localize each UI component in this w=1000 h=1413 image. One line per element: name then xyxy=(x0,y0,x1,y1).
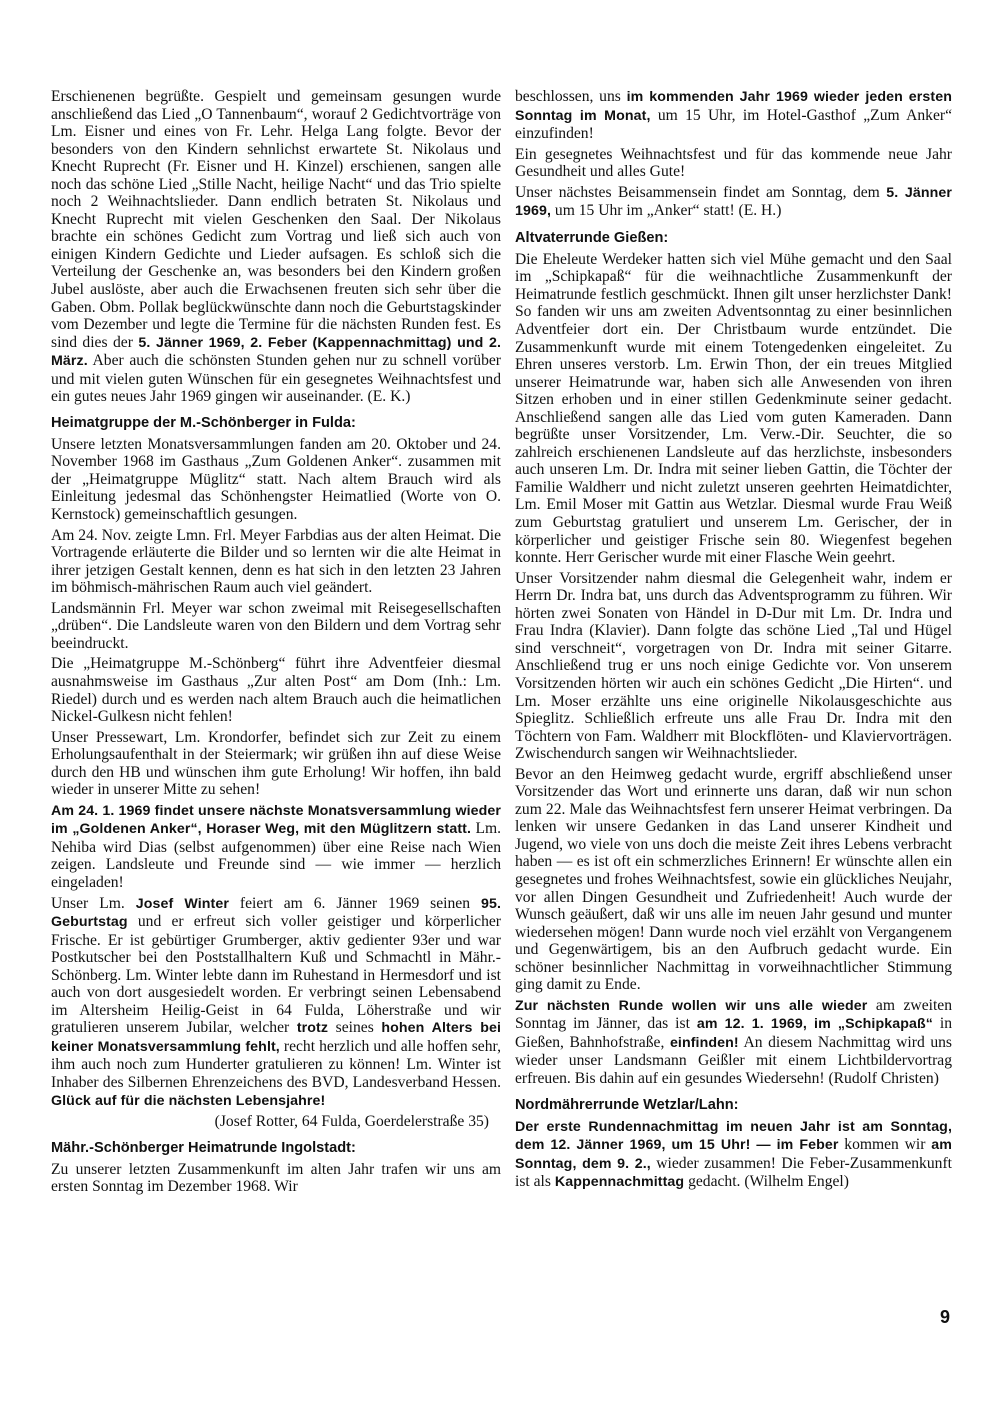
fulda-paragraph-5: Unser Pressewart, Lm. Krondorfer, befindet sich zur Zeit zu einem Erholungsaufenthalt in der Steiermark; wir grüßen ihn auf diese Weise durch den HB und wünschen ihm gute Erholung! Wir hoffen, ihn bald wieder in unserer Mitte zu sehen! xyxy=(51,728,501,799)
section-heading-ingolstadt: Mähr.-Schönberger Heimatrunde Ingolstadt: xyxy=(51,1139,356,1156)
ingolstadt-paragraph: Zu unserer letzten Zusammenkunft im alten Jahr trafen wir uns am ersten Sonntag im Dezember 1968. Wir xyxy=(51,1160,501,1196)
wetzlar-paragraph: Der erste Rundennachmittag im neuen Jahr ist am Sonntag, dem 12. Jänner 1969, um 15 Uhr! — im Feber kommen wir am Sonntag, dem 9. 2., wieder zusammen! Die Feber-Zusammenkunft ist als Kappennachmittag gedacht. (Wilhelm Engel) xyxy=(515,1118,952,1191)
fulda-paragraph-1: Unsere letzten Monatsversammlungen fanden am 20. Oktober und 24. November 1968 im Gasthaus „Zum Goldenen Anker“. zusammen mit der „Heimatgruppe Müglitz“ statt. Nach altem Brauch wird als Einleitung jedesmal das Schönhengster Heimatlied (Worte von O. Kernstock) gemeinschaftlich gesungen. xyxy=(51,435,501,524)
left-column xyxy=(51,88,501,1199)
fulda-paragraph-2: Am 24. Nov. zeigte Lmn. Frl. Meyer Farbdias aus der alten Heimat. Die Vortragende erläuterte die Bilder und so lernten wir die alte Heimat in ihrer jetzigen Gestalt kennen, denn es hat sich in den letzten 23 Jahren im böhmisch-mährischen Raum auch viel geändert. xyxy=(51,526,501,597)
right-column xyxy=(515,88,952,1195)
ingolstadt-continuation: beschlossen, uns im kommenden Jahr 1969 wieder jeden ersten Sonntag im Monat, um 15 Uhr, im Hotel-Gasthof „Zum Anker“ einzufinden! xyxy=(515,88,953,143)
giessen-paragraph-3: Bevor an den Heimweg gedacht wurde, ergriff abschließend unser Vorsitzender das Wort und erinnerte uns daran, daß wir nun schon zum 22. Male das Weihnachtsfest fern unserer Heimat verbringen. Da lenken wir unsere Gedanken in das Land unserer Kindheit und Jugend, wo viele von uns doch die meiste Zeit ihres Lebens verbracht haben — es ist oft ein schmerzliches Erinnern! Er wünschte allen ein gesegnetes und frohes Weihnachtsfest, sowie ein glückliches Neujahr, vor allen Dingen Gesundheit und Zufriedenheit! Auch wurde der Wunsch geäußert, daß wir uns alle im neuen Jahr gesund und munter wiedersehen mögen! Dann wurde noch viel erzählt von Vergangenem und Gegenwärtigem, bis an den Aufbruch gedacht wurde. Ein schöner besinnlicher Nachmittag in vorweihnachtlicher Stimmung ging damit zu Ende. xyxy=(515,765,952,994)
section-heading-fulda: Heimatgruppe der M.-Schönberger in Fulda: xyxy=(51,414,356,431)
fulda-signature: (Josef Rotter, 64 Fulda, Goerdelerstraße 35) xyxy=(214,1113,489,1131)
fulda-paragraph-3: Landsmännin Frl. Meyer war schon zweimal mit Reisegesellschaften „drüben“. Die Landsleute waren von den Bildern und dem Vortrag sehr beeindruckt. xyxy=(51,599,501,652)
fulda-paragraph-6: Am 24. 1. 1969 findet unsere nächste Monatsversammlung wieder im „Goldenen Anker“, Horaser Weg, mit den Müglitzern statt. Lm. Nehiba wird Dias (selbst aufgenommen) über eine Reise nach Wien zeigen. Landsleute und Freunde sind — wie immer — herzlich eingeladen! xyxy=(51,802,501,891)
ingolstadt-wishes: Ein gesegnetes Weihnachtsfest und für das kommende neue Jahr Gesundheit und alles Gute! xyxy=(515,145,952,181)
fulda-paragraph-4: Die „Heimatgruppe M.-Schönberg“ führt ihre Adventfeier diesmal ausnahmsweise im Gasthaus „Zur alten Post“ am Dom (Inh.: Lm. Riedel) durch und es werden nach altem Brauch auch die heimatlichen Nickel-Gulkesn nicht fehlen! xyxy=(51,655,501,726)
section-heading-giessen: Altvaterrunde Gießen: xyxy=(515,229,669,246)
ingolstadt-next-meeting: Unser nächstes Beisammensein findet am Sonntag, dem 5. Jänner 1969, um 15 Uhr im „Anker“ statt! (E. H.) xyxy=(515,183,952,220)
giessen-paragraph-4: Zur nächsten Runde wollen wir uns alle wieder am zweiten Sonntag im Jänner, das ist am 12. 1. 1969, im „Schipkapaß“ in Gießen, Bahnhofstraße, einfinden! An diesem Nachmittag wird uns wieder unser Landsmann Geißler mit einem Lichtbildervortrag erfreuen. Bis dahin auf ein gesundes Wiedersehn! (Rudolf Christen) xyxy=(515,996,953,1087)
giessen-paragraph-2: Unser Vorsitzender nahm diesmal die Gelegenheit wahr, indem er Herrn Dr. Indra bat, uns durch das Adventsprogramm zu führen. Wir hörten zwei Sonaten von Händel in D-Dur mit Lm. Dr. Indra und Frau Indra (Klavier). Dann folgte das schöne Lied „Tal und Hügel sind verschneit“, vorgetragen von Dr. Indra mit seiner Gitarre. Anschließend trug er uns noch einige Gedichte vor. Von unserem Vorsitzenden hörten wir auch ein schönes Gedicht „Die Hirten“. und Lm. Moser erzählte uns eine originelle Nikolausgeschichte aus Spieglitz. Schließlich erfreute uns alle Frau Dr. Indra mit den Töchtern von Fam. Waldherr mit Blockflöten- und Klaviervorträgen. Zwischendurch sangen wir Weihnachtslieder. xyxy=(515,569,952,763)
page-number: 9 xyxy=(940,1307,951,1327)
giessen-paragraph-1: Die Eheleute Werdeker hatten sich viel Mühe gemacht und den Saal im „Schipkapaß“ für die weihnachtliche Zusammenkunft der Heimatrunde festlich geschmückt. Ihnen gilt unser herzlichster Dank! So fanden wir uns am zweiten Adventsonntag zu einer besinnlichen Adventfeier dort ein. Der Christbaum wurde entzündet. Die Zusammenkunft wurde mit einem Totengedenken eingeleitet. Zu Ehren unseres verstorb. Lm. Erwin Thon, der ein treues Mitglied unserer Heimatrunde war, haben sich alle Anwesenden von ihren Sitzen erhoben und in einer stillen Gedenkminute seiner gedacht. Anschließend sangen alle das Lied vom guten Kameraden. Dann begrüßte unser Vorsitzender, Lm. Verw.-Dir. Seuchter, die so zahlreich erschienenen Landsleute auf das herzlichste, insbesonders auch unseren Lm. Dr. Indra mit seiner lieben Gattin, die Töchter der Familie Waldherr und nicht zuletzt unseren geehrten Heimatdichter, Lm. Emil Moser mit Gattin aus Wetzlar. Diesmal wurde Frau Weiß zum Geburtstag gratuliert und unserem Lm. Gerischer, der in körperlicher und geistiger Frische sein 80. Wiegenfest begehen konnte. Herr Gerischer wurde mit einer Flasche Wein geehrt. xyxy=(515,250,952,567)
intro-paragraph: Erschienenen begrüßte. Gespielt und gemeinsam gesungen wurde anschließend das Lied „O Tannenbaum“, worauf 2 Gedichtvorträge von Lm. Eisner und eines von Fr. Lehr. Helga Lang folgte. Bevor der besonders von den Kindern sehnlichst erwartete St. Nikolaus und Knecht Ruprecht (Fr. Eisner und H. Kinzel) erschienen, sangen alle noch das schöne Lied „Stille Nacht, heilige Nacht“ und das Trio spielte noch 2 Weihnachtslieder. Dann endlich betraten St. Nikolaus und Knecht Ruprecht mit vielen Geschenken den Saal. Der Nikolaus brachte ein schönes Gedicht zum Vortrag und ließ sich auch von einigen Kindern Gedichte und Lieder aufsagen. Es schloß sich die Verteilung der Geschenke an, was besonders bei den Kindern großen Jubel auslöste, aber auch die Erwachsenen freuten sich sehr über die Gaben. Obm. Pollak beglückwünschte dann noch die Geburtstagskinder vom Dezember und legte die Termine für die nächsten Runden fest. Es sind dies der 5. Jänner 1969, 2. Feber (Kappennachmittag) und 2. März. Aber auch die schönsten Stunden gehen nur zu schnell vorüber und mit vielen guten Wünschen für ein gesegnetes Weihnachtsfest und ein gutes neues Jahr 1969 gingen wir auseinander. (E. K.) xyxy=(51,88,501,406)
fulda-paragraph-7: Unser Lm. Josef Winter feiert am 6. Jänner 1969 seinen 95. Geburtstag und er erfreut sich voller geistiger und körperlicher Frische. Er ist gebürtiger Grumberger, aktiv gedienter 93er und war Postkutscher bei den Poststallhaltern Kuß und Schmachtl in Mähr.-Schönberg. Lm. Winter lebte dann im Ruhestand in Hermesdorf und ist auch von dort ausgesiedelt worden. Er verbringt seinen Lebensabend im Altersheim Heilig-Geist in 64 Fulda, Löherstraße und wir gratulieren unserem Jubilar, welcher trotz seines hohen Alters bei keiner Monatsversammlung fehlt, recht herzlich und alle hoffen sehr, ihm auch noch zum Hunderter gratulieren zu können! Lm. Winter ist Inhaber des Silbernen Ehrenzeichens des BVD, Landesverband Hessen. Glück auf für die nächsten Lebensjahre! xyxy=(51,894,502,1109)
section-heading-wetzlar: Nordmährerrunde Wetzlar/Lahn: xyxy=(515,1096,739,1113)
